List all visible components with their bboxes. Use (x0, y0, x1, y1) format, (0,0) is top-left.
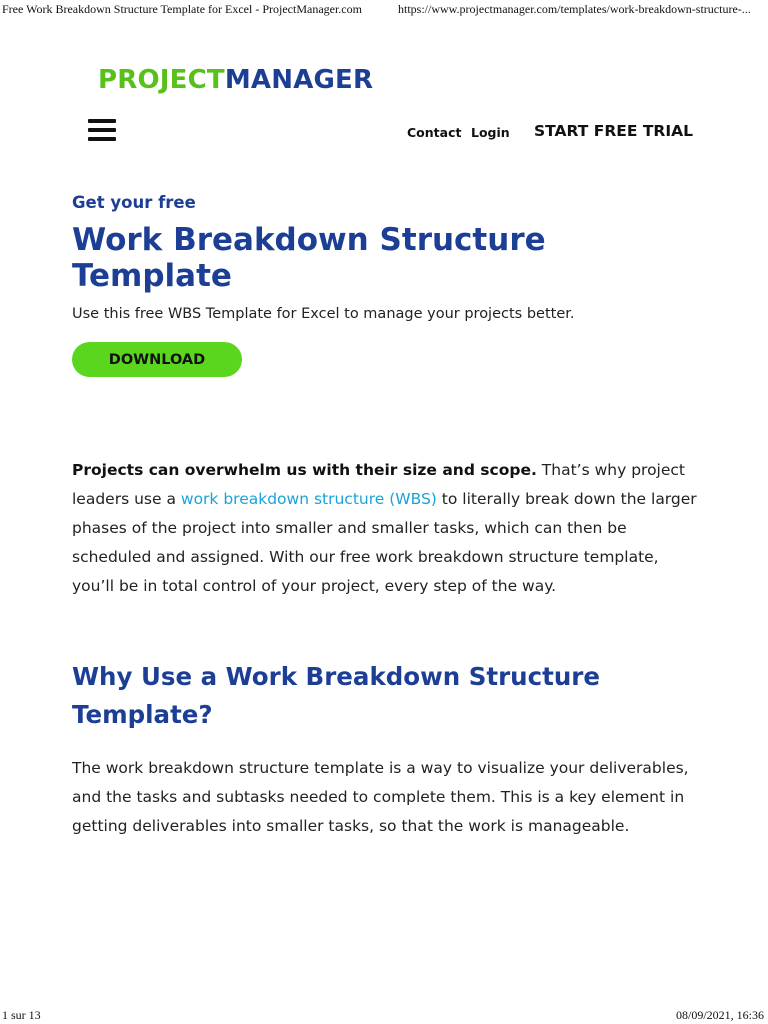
intro-text-2: to literally break down the larger phases of the project into smaller and smaller tasks, which can then be scheduled and assigned. With our free work breakdown structure template, you’ll be in total control of your project, every step of the way. (72, 490, 697, 595)
print-header-url: https://www.projectmanager.com/templates/work-breakdown-structure-... (398, 2, 751, 16)
why-section-heading: Why Use a Work Breakdown Structure Template? (72, 662, 600, 729)
intro-bold-text: Projects can overwhelm us with their size and scope. (72, 461, 537, 479)
logo-manager-text: MANAGER (224, 65, 374, 95)
hero-subtitle: Use this free WBS Template for Excel to manage your projects better. (72, 306, 575, 322)
projectmanager-logo[interactable] (98, 64, 373, 96)
why-paragraph: The work breakdown structure template is a way to visualize your deliverables, and the tasks and subtasks needed to complete them. This is a key element in getting deliverables into smaller tasks, so that the work is manageable. (72, 759, 689, 835)
intro-text-1: That’s why project leaders use a (72, 461, 685, 508)
print-footer-datetime: 08/09/2021, 16:36 (675, 1008, 764, 1022)
print-header-title: Free Work Breakdown Structure Template for Excel - ProjectManager.com (2, 2, 362, 16)
logo-project-text: PROJECT (98, 65, 225, 95)
hamburger-menu-icon[interactable] (88, 118, 116, 144)
contact-link[interactable]: Contact (407, 125, 462, 140)
download-button[interactable]: DOWNLOAD (72, 342, 242, 377)
wbs-link[interactable]: work breakdown structure (WBS) (180, 490, 437, 508)
menu-bar-top (88, 119, 116, 123)
intro-paragraph (72, 456, 704, 601)
menu-bar-middle (88, 128, 116, 132)
menu-bar-bottom (88, 137, 116, 141)
hero-eyebrow: Get your free (72, 193, 196, 212)
page-title: Work Breakdown Structure Template (72, 222, 546, 294)
start-free-trial-link[interactable]: START FREE TRIAL (534, 122, 693, 140)
login-link[interactable]: Login (471, 125, 510, 140)
print-footer-page-number: 1 sur 13 (2, 1008, 41, 1022)
